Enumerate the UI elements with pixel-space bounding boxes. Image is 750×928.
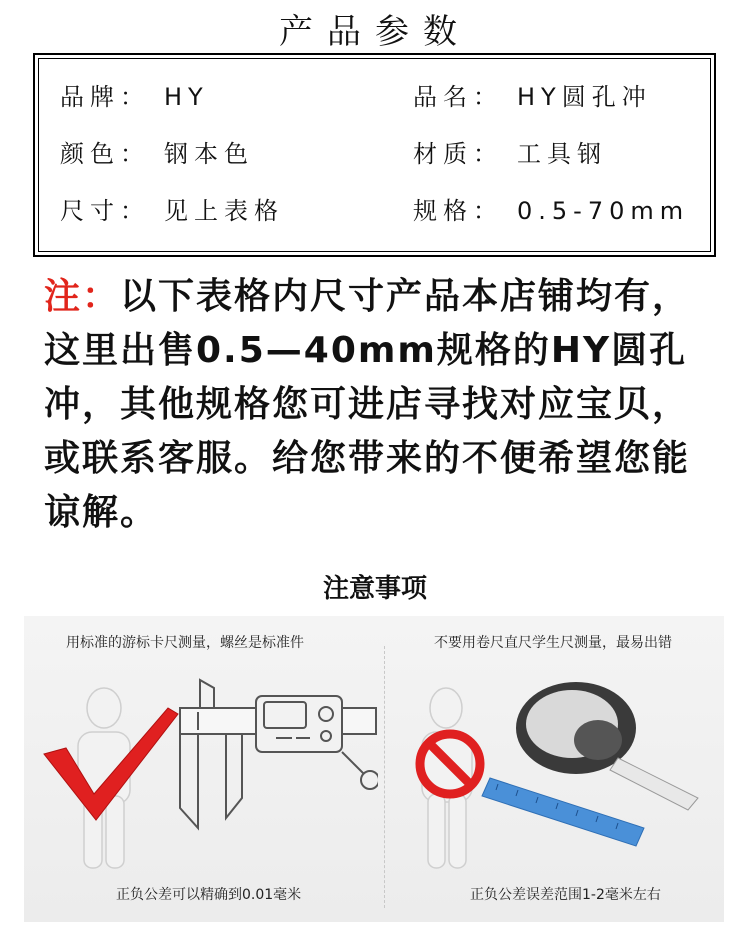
precautions-title: 注意事项 <box>322 574 427 604</box>
note-text: 以下表格内尺寸产品本店铺均有，这里出售0.5—40mm规格的HY圆孔冲，其他规格您可进店寻找对应宝贝，或联系客服。给您带来的不便希望您能谅解。 <box>44 276 691 533</box>
spec-spec-value: 0.5-70mm <box>517 197 690 225</box>
spec-color <box>60 134 254 169</box>
spec-spec <box>413 191 689 226</box>
left-footer: 正负公差可以精确到0.01毫米 <box>116 887 302 903</box>
precautions-panel <box>24 616 724 922</box>
spec-material-value: 工具钢 <box>517 140 607 168</box>
spec-color-value: 钢本色 <box>164 140 254 168</box>
spec-color-label: 颜色： <box>60 140 150 168</box>
spec-brand-label: 品牌： <box>60 83 150 111</box>
right-footer: 正负公差误差范围1-2毫米左右 <box>470 887 661 903</box>
store-note <box>44 270 714 540</box>
spec-brand <box>60 77 209 112</box>
blue-ruler <box>482 778 644 846</box>
spec-brand-value: HY <box>164 83 209 111</box>
tape-measure-illustration <box>398 678 718 878</box>
caliper-illustration <box>38 678 378 878</box>
right-caption: 不要用卷尺直尺学生尺测量，最易出错 <box>434 635 672 651</box>
spec-spec-label: 规格： <box>413 197 503 225</box>
page-title: 产品参数 <box>279 12 471 52</box>
vernier-caliper <box>180 680 378 828</box>
left-caption: 用标准的游标卡尺测量，螺丝是标准件 <box>66 635 304 651</box>
spec-name-label: 品名： <box>413 83 503 111</box>
panel-divider <box>384 646 385 908</box>
spec-size <box>60 191 284 226</box>
spec-table <box>33 53 716 257</box>
spec-size-value: 见上表格 <box>164 197 284 225</box>
spec-name <box>413 77 652 112</box>
spec-material <box>413 134 607 169</box>
spec-size-label: 尺寸： <box>60 197 150 225</box>
spec-material-label: 材质： <box>413 140 503 168</box>
tape-measure <box>516 682 698 810</box>
spec-name-value: HY圆孔冲 <box>517 83 652 111</box>
note-prefix: 注： <box>44 276 121 317</box>
